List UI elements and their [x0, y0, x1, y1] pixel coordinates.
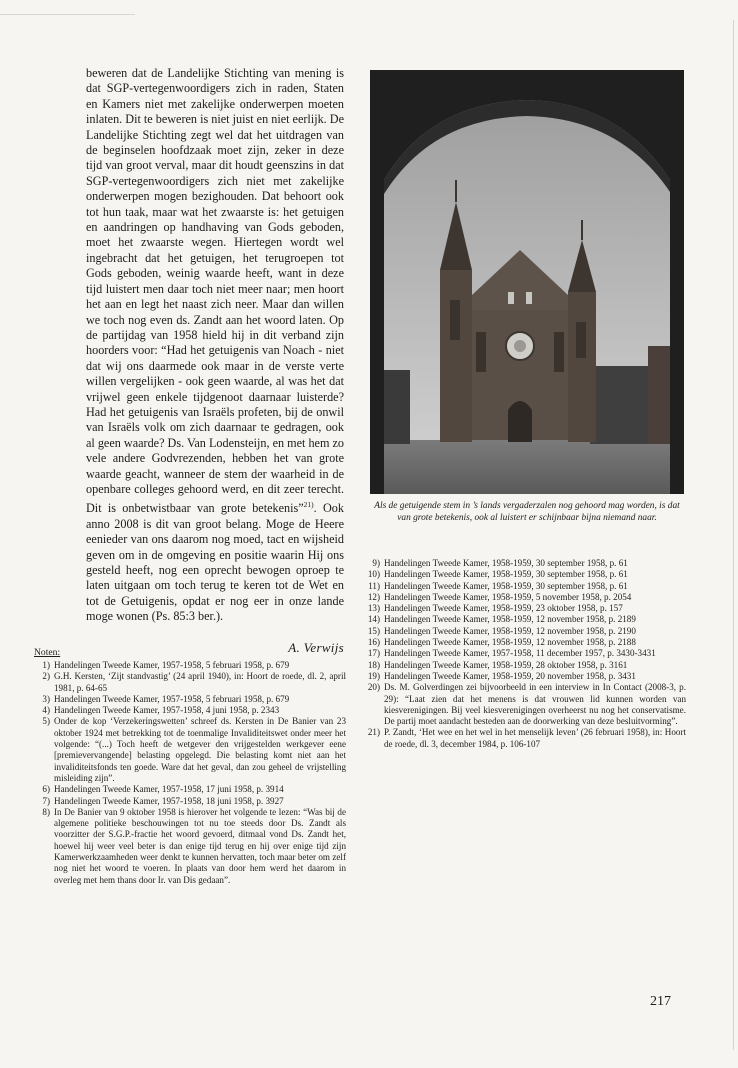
article-text-end: . Ook anno 2008 is dit van groot belang. Moge de Heere eenieder van ons daarom nog moed, tact en wijsheid geven om in de omgeving en positie waarin Hij ons gesteld heeft, nog een oprecht bewogen oproep te laten uitgaan om toch terug te keren tot de Wet en tot de Getuigenis, opdat er nog eer in onze lande moge wonen (Ps. 85:3 ber.).: [86, 501, 344, 624]
footnote-number: 13): [367, 603, 380, 614]
footnote-item: [34, 660, 346, 671]
author-signature: A. Verwijs: [288, 639, 344, 655]
footnote-number: 1): [42, 660, 50, 670]
footnote-item: [364, 614, 686, 625]
footnote-text: G.H. Kersten, ‘Zijt standvastig’ (24 april 1940), in: Hoort de roede, dl. 2, april 1981, p. 64-65: [54, 671, 346, 693]
footnote-number: 5): [42, 716, 50, 727]
footnote-item: [34, 716, 346, 784]
footnote-text: Handelingen Tweede Kamer, 1957-1958, 4 juni 1958, p. 2343: [54, 705, 280, 716]
footnote-item: [34, 807, 346, 886]
footnote-item: [364, 626, 686, 637]
footnote-item: [364, 592, 686, 603]
footnote-ref: 21): [303, 500, 314, 510]
footnote-item: [34, 671, 346, 694]
footnote-text: Ds. M. Golverdingen zei bijvoorbeeld in een interview in In Contact (2008-3, p. 29): “Laat zien dat het menens is dat vrouwen lid kunnen worden van kiesverenigingen. Bij veel kiesverenigingen overheerst nu nog het conservatisme. De partij moet aandacht besteden aan de doorwerking van deze besluitvorming”.: [384, 682, 686, 727]
footnote-text: Handelingen Tweede Kamer, 1958-1959, 30 september 1958, p. 61: [384, 569, 628, 580]
footnote-item: [364, 682, 686, 727]
notes-left-list: [34, 660, 346, 886]
footnote-text: Handelingen Tweede Kamer, 1958-1959, 12 november 1958, p. 2189: [384, 614, 636, 625]
footnote-number: 6): [42, 784, 50, 795]
footnote-number: 8): [42, 806, 50, 817]
notes-left: [34, 647, 346, 886]
footnote-number: 20): [367, 682, 380, 693]
photo-illustration: [370, 70, 684, 494]
footnote-item: [364, 671, 686, 682]
footnote-number: 15): [367, 625, 380, 636]
footnote-text: Handelingen Tweede Kamer, 1958-1959, 12 november 1958, p. 2188: [384, 637, 636, 648]
footnote-number: 12): [367, 591, 380, 602]
footnote-text: Handelingen Tweede Kamer, 1957-1958, 18 juni 1958, p. 3927: [54, 795, 284, 806]
footnote-item: [34, 796, 346, 807]
notes-title: Noten:: [34, 647, 61, 658]
footnote-item: [364, 648, 686, 659]
footnote-item: [364, 727, 686, 750]
article-text: beweren dat de Landelijke Stichting van mening is dat SGP-vertegenwoordigers zich in raden, Staten en Kamers niet met zakelijke onderwerpen moeten inlaten. Dit te beweren is niet juist en niet eerlijk. De Landelijke Stichting zegt wel dat het uitdragen van de beginselen hoofdzaak moet zijn, zeker in deze tijd van groot verval, maar dit houdt geenszins in dat SGP-vertegenwoordigers zich niet met zakelijke onderwerpen mogen bezighouden. Dat behoort ook tot hun taak, maar wat het zwaarste is: het getuigen en aandringen op handhaving van Gods geboden, moet het zwaarste wegen. Hiertegen wordt wel ingebracht dat het getuigen, het terugroepen tot Gods geboden, weinig waarde heeft, want in deze tijd luistert men daar toch niet meer naar; men hoort het aan en legt het naast zich neer. Maar dan willen we toch nog even ds. Zandt aan het woord laten. Op de partijdag van 1958 hield hij in dit verband zijn hoorders voor: “Had het getuigenis van Noach - niet dat wij ons daarmede ook maar in de verste verte willen vergelijken - ook geen waarde, al was het dat vrijwel geen enkele tijdgenoot daarnaar luisterde? Had het getuigenis van Israëls profeten, bij de onwil van Israëls volk om zich daarnaar te gedragen, ook al geen waarde? Ds. Van Lodensteijn, en met hem zo vele andere Godvrezenden, hebben het van grote waarde geacht, wanneer de stem der waarheid in de openbare colleges gehoord werd, en dit zeer terecht. Dit is onbetwistbaar van grote betekenis”: [86, 66, 344, 516]
footnote-item: [34, 694, 346, 705]
footnote-item: [364, 660, 686, 671]
footnote-item: [364, 558, 686, 569]
footnote-item: [364, 603, 686, 614]
footnote-number: 21): [367, 727, 380, 738]
footnote-item: [364, 637, 686, 648]
article-body-column: [86, 66, 344, 656]
footnote-number: 10): [367, 569, 380, 580]
footnote-text: Onder de kop ‘Verzekeringswetten’ schreef ds. Kersten in De Banier van 23 oktober 1924 met betrekking tot de toenmalige Invaliditeitswet onder meer het volgende: “(...) Toch heeft de wetgever den vrijgestelden werkgever eene [premievervangende] belasting opgelegd. Die belasting komt niet aan het invaliditeitsfonds ten goede. Ware dat het geval, dan zou geheel de vrijstelling misleiding zijn”.: [54, 716, 346, 783]
footnote-text: Handelingen Tweede Kamer, 1958-1959, 5 november 1958, p. 2054: [384, 591, 632, 602]
footnote-text: Handelingen Tweede Kamer, 1958-1959, 20 november 1958, p. 3431: [384, 670, 636, 681]
photo-caption: Als de getuigende stem in ’s lands vergaderzalen nog gehoord mag worden, is dat van grote betekenis, ook al luistert er schijnbaar bijna niemand naar.: [374, 501, 680, 523]
article-paragraph: [86, 66, 344, 625]
footnote-item: [34, 705, 346, 716]
footnote-text: Handelingen Tweede Kamer, 1957-1958, 11 december 1957, p. 3430-3431: [384, 648, 656, 659]
footnote-text: Handelingen Tweede Kamer, 1958-1959, 28 oktober 1958, p. 3161: [384, 659, 628, 670]
footnote-number: 9): [372, 558, 380, 568]
footnote-text: P. Zandt, ‘Het wee en het wel in het menselijk leven’ (26 februari 1958), in: Hoort de roede, dl. 3, december 1984, p. 106-107: [384, 727, 686, 749]
footnote-text: Handelingen Tweede Kamer, 1957-1958, 17 juni 1958, p. 3914: [54, 784, 284, 795]
page-number: 217: [650, 994, 671, 1009]
footnote-text: In De Banier van 9 oktober 1958 is hierover het volgende te lezen: “Was bij de algemene politieke beschouwingen tot nu toe steeds door Ds. Zandt als voorzitter der S.G.P.-fractie het woord gevoerd, ditmaal vond Ds. Zandt het, hoewel hij weer veel beter is dan enige tijd terug en hij over enige tijd zijn Kamerwerkzaamheden weer denkt te kunnen hervatten, toch maar beter om zelf nog niet het woord te voeren. In plaats van door hem werd het daarom in overleg met hem thans door Ir. van Dis gedaan”.: [54, 806, 346, 885]
footnote-number: 4): [42, 705, 50, 716]
footnote-number: 11): [368, 580, 380, 591]
footnote-text: Handelingen Tweede Kamer, 1957-1958, 5 februari 1958, p. 679: [54, 660, 290, 670]
footnote-item: [34, 784, 346, 795]
footnote-item: [364, 581, 686, 592]
footnote-number: 19): [367, 670, 380, 681]
page-edge-line: [733, 20, 734, 1050]
footnote-number: 7): [42, 795, 50, 806]
notes-right: [364, 558, 686, 750]
photo-ridderzaal: [370, 70, 684, 494]
footnote-text: Handelingen Tweede Kamer, 1958-1959, 23 oktober 1958, p. 157: [384, 603, 623, 614]
footnote-number: 18): [367, 659, 380, 670]
footnote-text: Handelingen Tweede Kamer, 1957-1958, 5 februari 1958, p. 679: [54, 693, 290, 704]
notes-right-list: [364, 558, 686, 750]
footnote-number: 14): [367, 614, 380, 625]
footnote-text: Handelingen Tweede Kamer, 1958-1959, 12 november 1958, p. 2190: [384, 625, 636, 636]
footnote-number: 17): [367, 648, 380, 659]
footnote-item: [364, 569, 686, 580]
footnote-number: 3): [42, 693, 50, 704]
top-rule: [0, 14, 135, 15]
footnote-number: 2): [42, 671, 50, 682]
footnote-number: 16): [367, 637, 380, 648]
footnote-text: Handelingen Tweede Kamer, 1958-1959, 30 september 1958, p. 61: [384, 580, 628, 591]
footnote-text: Handelingen Tweede Kamer, 1958-1959, 30 september 1958, p. 61: [384, 558, 628, 568]
